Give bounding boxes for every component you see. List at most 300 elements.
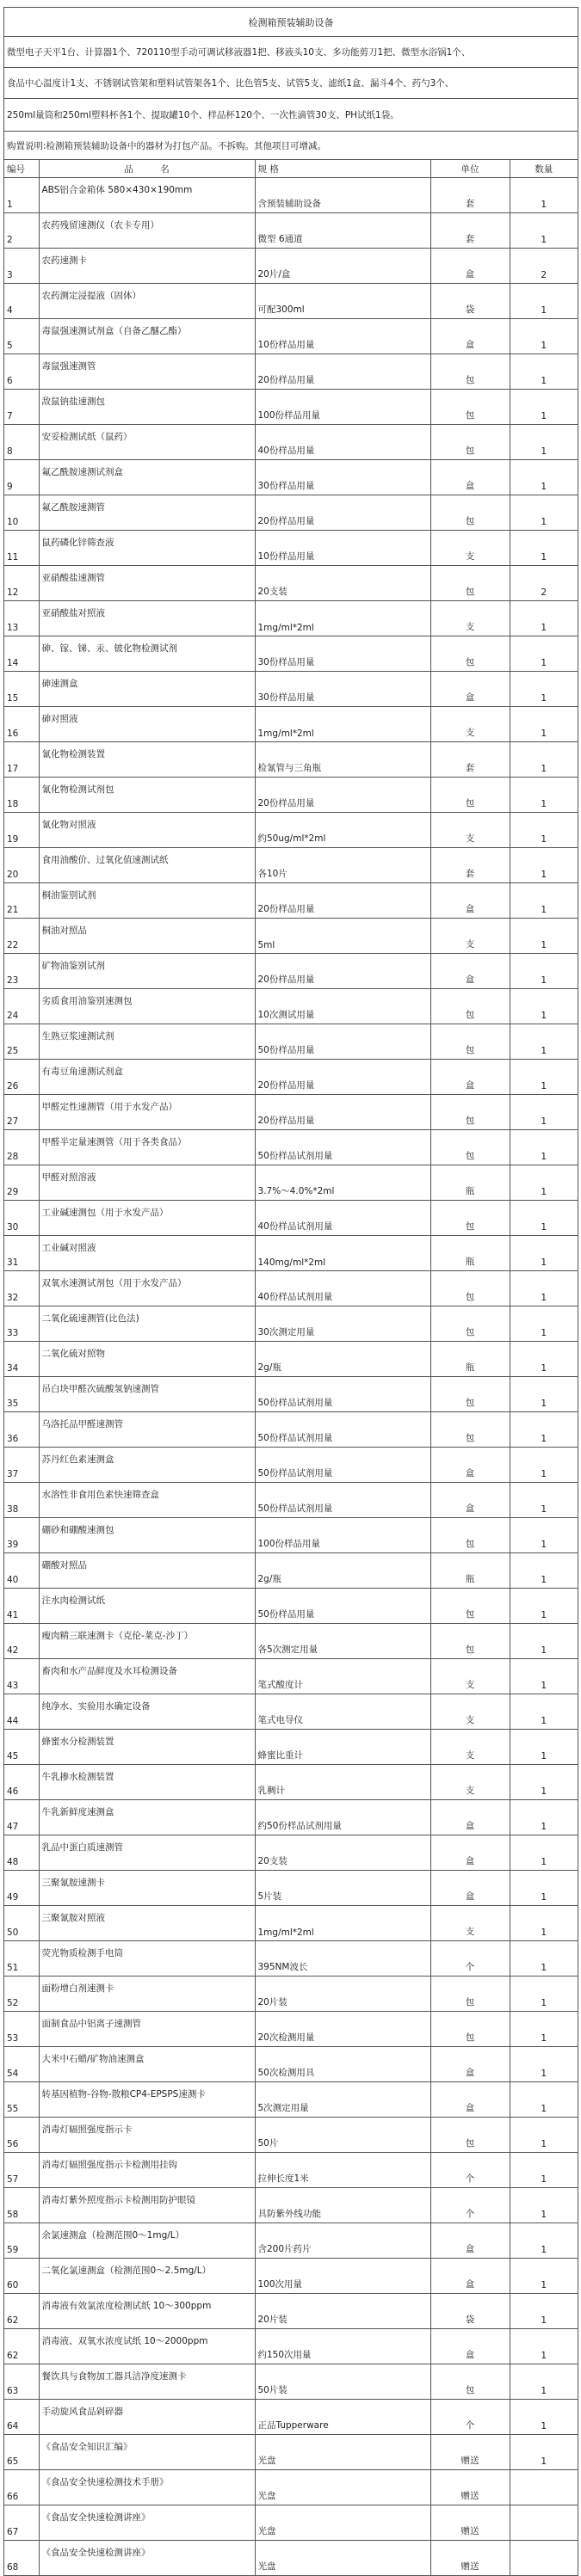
item-spec: 140mg/ml*2ml [255,1236,430,1271]
item-name: 《食品安全快速检测技术手册》 [39,2470,255,2505]
item-unit: 支 [430,1694,510,1730]
item-spec: 50份样品试剂用量 [255,1483,430,1518]
item-name: 荧光物质检测手电筒 [39,1941,255,1977]
item-unit: 包 [430,2118,510,2153]
item-name: 鼠药磷化锌筛查液 [39,531,255,566]
item-quantity: 1 [510,2223,578,2259]
table-row [4,1871,578,1906]
item-spec: 30份样品用量 [255,460,430,495]
header-name: 品 名 [39,160,255,178]
item-number: 26 [4,1060,39,1095]
item-spec: 100份样品用量 [255,390,430,425]
item-spec: 约50ug/ml*2ml [255,813,430,848]
table-row [4,1694,578,1730]
table-row [4,1977,578,2012]
item-name: 牛乳掺水检测装置 [39,1765,255,1800]
item-number: 10 [4,495,39,531]
item-number: 27 [4,1095,39,1130]
item-name: 食用油酸价、过氧化值速测试纸 [39,848,255,883]
item-name: 农药测定浸提液（固体） [39,284,255,319]
table-row [4,495,578,531]
item-name: ABS铝合金箱体 580×430×190mm [39,178,255,213]
item-name: 注水肉检测试纸 [39,1589,255,1624]
item-unit: 支 [430,1659,510,1694]
item-name: 吊白块甲醛次硫酸氢钠速测管 [39,1377,255,1412]
item-quantity: 1 [510,284,578,319]
item-quantity: 1 [510,1060,578,1095]
item-quantity: 1 [510,2118,578,2153]
item-quantity: 1 [510,1835,578,1871]
item-name: 安妥检测试纸（鼠药） [39,425,255,460]
item-number: 50 [4,1906,39,1941]
description-line: 食品中心温度计1支、不锈钢试管架和塑料试管架各1个、比色管5支、试管5支、滤纸1盒、漏斗4个、药勺3个、 [4,67,578,98]
item-number: 16 [4,707,39,742]
item-number: 13 [4,601,39,636]
table-row [4,778,578,813]
table-row [4,2153,578,2188]
item-quantity [510,2505,578,2541]
item-name: 转基因植物-谷物-散粮CP4-EPSPS速测卡 [39,2082,255,2118]
item-name: 面粉增白剂速测卡 [39,1977,255,2012]
item-unit: 赠送 [430,2435,510,2470]
table-row [4,2400,578,2435]
item-unit: 个 [430,1941,510,1977]
header-spec: 规 格 [255,160,430,178]
item-name: 毒鼠强速测管 [39,354,255,390]
table-row [4,354,578,390]
item-quantity: 1 [510,742,578,778]
item-unit: 包 [430,1130,510,1165]
item-number: 38 [4,1483,39,1518]
item-quantity: 1 [510,636,578,672]
item-spec: 10份样品用量 [255,531,430,566]
table-row [4,1800,578,1835]
item-name: 《食品安全快速检测讲座》 [39,2505,255,2541]
item-quantity: 1 [510,1412,578,1448]
item-number: 4 [4,284,39,319]
item-unit: 瓶 [430,1342,510,1377]
item-unit: 支 [430,919,510,954]
table-row [4,2505,578,2541]
item-spec: 2g/瓶 [255,1342,430,1377]
item-unit: 包 [430,566,510,601]
item-name: 生熟豆浆速测试剂 [39,1024,255,1060]
item-quantity: 1 [510,1553,578,1589]
table-row [4,249,578,284]
item-unit: 包 [430,354,510,390]
table-row [4,284,578,319]
item-number: 31 [4,1236,39,1271]
item-unit: 包 [430,1377,510,1412]
item-quantity: 1 [510,1800,578,1835]
table-row [4,2188,578,2223]
table-row [4,1624,578,1659]
item-quantity: 1 [510,1342,578,1377]
item-quantity: 1 [510,1518,578,1553]
table-row [4,2435,578,2470]
item-number: 21 [4,883,39,919]
item-spec: 光盘 [255,2505,430,2541]
table-row [4,1095,578,1130]
item-spec: 100份样品用量 [255,1518,430,1553]
item-quantity: 1 [510,390,578,425]
item-quantity [510,2541,578,2576]
item-quantity: 1 [510,1906,578,1941]
item-unit: 盒 [430,2259,510,2294]
item-name: 农药残留速测仪（农卡专用） [39,213,255,249]
item-spec: 50份样品用量 [255,1589,430,1624]
item-unit: 支 [430,1765,510,1800]
item-name: 工业碱对照液 [39,1236,255,1271]
item-quantity: 1 [510,1271,578,1306]
item-spec: 5ml [255,919,430,954]
item-quantity: 1 [510,2012,578,2047]
item-unit: 盒 [430,2329,510,2364]
item-spec: 40份样品试剂用量 [255,1201,430,1236]
item-name: 砷对照液 [39,707,255,742]
item-unit: 瓶 [430,1553,510,1589]
item-number: 23 [4,954,39,989]
item-spec: 具防紫外线功能 [255,2188,430,2223]
description-line: 微型电子天平1台、计算器1个、720110型手动可调试移液器1把、移液头10支、多功能剪刀1把、微型水浴锅1个、 [4,36,578,67]
table-row [4,1342,578,1377]
table-row [4,460,578,495]
item-number: 44 [4,1694,39,1730]
item-quantity: 1 [510,1589,578,1624]
item-name: 氰化物检测试剂包 [39,778,255,813]
item-number: 33 [4,1306,39,1342]
table-row [4,848,578,883]
table-row [4,178,578,213]
item-spec: 各5次测定用量 [255,1624,430,1659]
table-row [4,1448,578,1483]
item-number: 1 [4,178,39,213]
equipment-list-sheet [3,7,578,2576]
item-unit: 盒 [430,1835,510,1871]
item-unit: 支 [430,1906,510,1941]
item-number: 11 [4,531,39,566]
table-row [4,1835,578,1871]
table-row [4,1060,578,1095]
item-spec: 笔式电导仪 [255,1694,430,1730]
table-row [4,425,578,460]
table-row [4,919,578,954]
item-name: 纯净水、实验用水确定设备 [39,1694,255,1730]
item-spec: 约50份样品试剂用量 [255,1800,430,1835]
item-unit: 赠送 [430,2541,510,2576]
item-number: 7 [4,390,39,425]
item-number: 29 [4,1165,39,1201]
item-name: 劣质食用油鉴别速测包 [39,989,255,1024]
item-quantity: 1 [510,1165,578,1201]
item-name: 畜肉和水产品鲜度及水耳检测设备 [39,1659,255,1694]
item-quantity: 1 [510,601,578,636]
item-number: 42 [4,1624,39,1659]
item-number: 18 [4,778,39,813]
item-name: 甲醛半定量速测管（用于各类食品） [39,1130,255,1165]
item-number: 28 [4,1130,39,1165]
item-unit: 盒 [430,1871,510,1906]
item-number: 62 [4,2294,39,2329]
item-spec: 50片装 [255,2364,430,2400]
table-row [4,2541,578,2576]
table-row [4,2082,578,2118]
item-number: 67 [4,2505,39,2541]
item-name: 矿物油鉴别试剂 [39,954,255,989]
item-quantity: 1 [510,1871,578,1906]
purchase-note: 购置说明:检测箱预装辅助设备中的器材为打包产品。不拆购。其他项目可增减。 [4,131,578,160]
table-row [4,2223,578,2259]
item-number: 65 [4,2435,39,2470]
item-name: 消毒灯辐照强度指示卡 [39,2118,255,2153]
item-spec: 约150次用量 [255,2329,430,2364]
item-name: 氟乙酰胺速测试剂盒 [39,460,255,495]
item-spec: 40份样品用量 [255,425,430,460]
item-spec: 笔式酸度计 [255,1659,430,1694]
item-number: 37 [4,1448,39,1483]
item-spec: 可配300ml [255,284,430,319]
item-spec: 50份样品试剂用量 [255,1130,430,1165]
item-unit: 盒 [430,2082,510,2118]
item-unit: 盒 [430,1800,510,1835]
item-quantity: 1 [510,954,578,989]
item-number: 45 [4,1730,39,1765]
item-name: 桐油鉴别试剂 [39,883,255,919]
item-number: 40 [4,1553,39,1589]
item-number: 39 [4,1518,39,1553]
item-unit: 包 [430,989,510,1024]
item-spec: 含预装辅助设备 [255,178,430,213]
item-quantity: 1 [510,1483,578,1518]
item-name: 硼酸对照品 [39,1553,255,1589]
item-unit: 包 [430,1201,510,1236]
item-spec: 20次检测用量 [255,2012,430,2047]
table-row [4,2294,578,2329]
item-unit: 赠送 [430,2470,510,2505]
item-number: 62 [4,2329,39,2364]
item-name: 手动旋风食品剁碎器 [39,2400,255,2435]
item-quantity: 1 [510,1624,578,1659]
item-quantity: 1 [510,1941,578,1977]
item-spec: 30份样品用量 [255,636,430,672]
item-name: 桐油对照品 [39,919,255,954]
item-spec: 50份样品试剂用量 [255,1412,430,1448]
item-unit: 包 [430,1589,510,1624]
item-unit: 包 [430,1977,510,2012]
item-number: 47 [4,1800,39,1835]
item-spec: 20份样品用量 [255,778,430,813]
item-name: 牛乳新鲜度速测盒 [39,1800,255,1835]
item-spec: 2g/瓶 [255,1553,430,1589]
item-name: 双氧水速测试剂包（用于水发产品） [39,1271,255,1306]
item-quantity: 2 [510,249,578,284]
description-line: 250ml量筒和250ml塑料杯各1个、提取罐10个、样品杯120个、一次性滴管30支、PH试纸1袋。 [4,98,578,131]
item-unit: 盒 [430,883,510,919]
item-number: 12 [4,566,39,601]
item-unit: 支 [430,707,510,742]
item-quantity: 1 [510,1024,578,1060]
item-name: 余氯速测盒（检测范围0～1mg/L） [39,2223,255,2259]
item-name: 消毒灯辐照强度指示卡检测用挂钩 [39,2153,255,2188]
item-number: 51 [4,1941,39,1977]
item-name: 二氧化硫速测管(比色法) [39,1306,255,1342]
item-number: 17 [4,742,39,778]
item-number: 3 [4,249,39,284]
table-row [4,1236,578,1271]
table-row [4,1412,578,1448]
item-quantity: 1 [510,1694,578,1730]
item-number: 9 [4,460,39,495]
item-number: 36 [4,1412,39,1448]
item-unit: 包 [430,2364,510,2400]
item-name: 苏丹红色素速测盒 [39,1448,255,1483]
item-spec: 10份样品用量 [255,319,430,354]
item-quantity: 1 [510,2153,578,2188]
item-name: 面制食品中铝离子速测管 [39,2012,255,2047]
table-row [4,1659,578,1694]
item-quantity: 1 [510,2082,578,2118]
item-spec: 20份样品用量 [255,954,430,989]
item-spec: 乳稠计 [255,1765,430,1800]
item-number: 2 [4,213,39,249]
item-unit: 盒 [430,1060,510,1095]
item-name: 乌洛托品甲醛速测管 [39,1412,255,1448]
item-spec: 40份样品试剂用量 [255,1271,430,1306]
table-row [4,1165,578,1201]
item-quantity: 1 [510,460,578,495]
table-row [4,390,578,425]
table-row [4,1377,578,1412]
item-name: 消毒液、双氧水浓度试纸 10～2000ppm [39,2329,255,2364]
item-number: 66 [4,2470,39,2505]
item-unit: 包 [430,495,510,531]
item-spec: 1mg/ml*2ml [255,707,430,742]
item-number: 46 [4,1765,39,1800]
item-name: 乳品中蛋白质速测管 [39,1835,255,1871]
item-number: 5 [4,319,39,354]
table-row [4,1024,578,1060]
item-unit: 包 [430,1095,510,1130]
item-spec: 20份样品用量 [255,495,430,531]
item-spec: 30次测定用量 [255,1306,430,1342]
table-row [4,1483,578,1518]
item-unit: 赠送 [430,2505,510,2541]
item-spec: 50次检测用具 [255,2047,430,2082]
item-name: 大米中石蜡/矿物油速测盒 [39,2047,255,2082]
item-spec: 20片/盒 [255,249,430,284]
item-name: 水溶性非食用色素快速筛查盒 [39,1483,255,1518]
item-unit: 盒 [430,249,510,284]
item-name: 亚硝酸盐对照液 [39,601,255,636]
item-name: 氰化物对照液 [39,813,255,848]
item-number: 41 [4,1589,39,1624]
item-unit: 袋 [430,284,510,319]
item-quantity: 1 [510,2364,578,2400]
item-spec: 20份样品用量 [255,883,430,919]
item-number: 48 [4,1835,39,1871]
item-number: 6 [4,354,39,390]
item-quantity: 1 [510,213,578,249]
item-quantity: 1 [510,1377,578,1412]
item-spec: 5片装 [255,1871,430,1906]
item-quantity: 1 [510,2047,578,2082]
item-spec: 20份样品用量 [255,1095,430,1130]
item-number: 30 [4,1201,39,1236]
item-spec: 395NM波长 [255,1941,430,1977]
table-row [4,2259,578,2294]
item-spec: 50份样品试剂用量 [255,1448,430,1483]
item-quantity: 1 [510,1765,578,1800]
item-unit: 包 [430,1624,510,1659]
table-row [4,2047,578,2082]
table-row [4,213,578,249]
table-row [4,1271,578,1306]
item-quantity: 1 [510,2294,578,2329]
item-name: 甲醛定性速测管（用于水发产品） [39,1095,255,1130]
item-unit: 盒 [430,672,510,707]
item-spec: 20片装 [255,1977,430,2012]
item-unit: 支 [430,601,510,636]
item-spec: 1mg/ml*2ml [255,601,430,636]
item-number: 22 [4,919,39,954]
item-unit: 包 [430,425,510,460]
item-unit: 盒 [430,1483,510,1518]
item-spec: 含200片药片 [255,2223,430,2259]
table-row [4,883,578,919]
item-name: 消毒灯紫外照度指示卡检测用防护眼镜 [39,2188,255,2223]
item-name: 瘦肉精三联速测卡（克伦-莱克-沙丁） [39,1624,255,1659]
item-spec: 30份样品用量 [255,672,430,707]
item-unit: 袋 [430,2294,510,2329]
table-row [4,672,578,707]
item-spec: 1mg/ml*2ml [255,1906,430,1941]
item-number: 55 [4,2082,39,2118]
item-unit: 盒 [430,2223,510,2259]
item-name: 氰化物检测装置 [39,742,255,778]
item-unit: 盒 [430,460,510,495]
item-unit: 包 [430,1271,510,1306]
item-quantity: 1 [510,1659,578,1694]
item-number: 57 [4,2153,39,2188]
item-quantity: 1 [510,1130,578,1165]
item-quantity: 1 [510,2435,578,2470]
item-spec: 50份样品用量 [255,1024,430,1060]
item-number: 52 [4,1977,39,2012]
item-number: 20 [4,848,39,883]
item-number: 14 [4,636,39,672]
item-quantity: 2 [510,566,578,601]
item-name: 毒鼠强速测试剂盒（自备乙醚乙酯） [39,319,255,354]
item-spec: 20支装 [255,1835,430,1871]
table-row [4,1906,578,1941]
item-quantity: 1 [510,1730,578,1765]
item-name: 工业碱速测包（用于水发产品） [39,1201,255,1236]
item-spec: 20份样品用量 [255,354,430,390]
item-spec: 10次测试用量 [255,989,430,1024]
document-title: 检测箱预装辅助设备 [4,7,578,36]
item-spec: 检氰管与三角瓶 [255,742,430,778]
table-row [4,954,578,989]
table-row [4,319,578,354]
item-name: 餐饮具与食物加工器具洁净度速测卡 [39,2364,255,2400]
item-name: 敌鼠钠盐速测包 [39,390,255,425]
item-number: 32 [4,1271,39,1306]
item-number: 25 [4,1024,39,1060]
item-unit: 盒 [430,2047,510,2082]
item-unit: 支 [430,813,510,848]
item-unit: 包 [430,390,510,425]
item-unit: 包 [430,2012,510,2047]
